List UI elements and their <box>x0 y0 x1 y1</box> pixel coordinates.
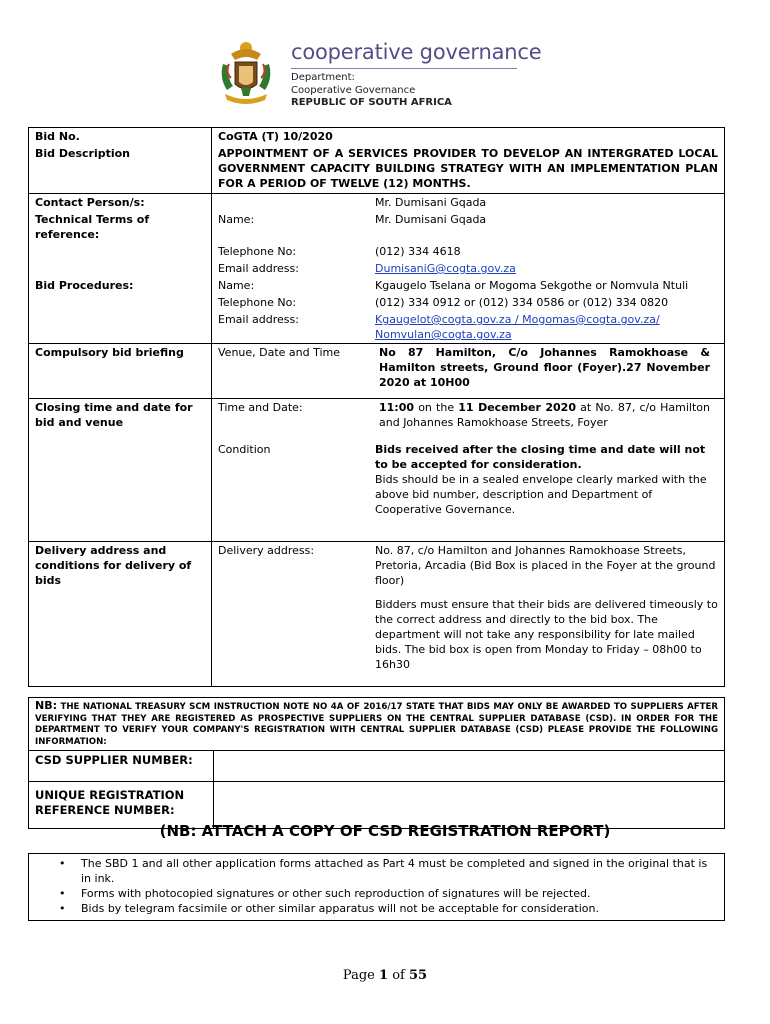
proc-email-link[interactable]: Nomvulan@cogta.gov.za <box>375 328 512 341</box>
bid-info-table <box>28 127 725 687</box>
condition-text: Bids should be in a sealed envelope clearly marked with the above bid number, description and Department of Cooperative Governance. <box>375 473 707 516</box>
proc-name-value: Kgaugelo Tselana or Mogoma Sekgothe or Nomvula Ntuli <box>369 277 725 294</box>
bid-description-value: APPOINTMENT OF A SERVICES PROVIDER TO DEVELOP AN INTERGRATED LOCAL GOVERNMENT CAPACITY BUILDING STRATEGY WITH AN IMPLEMENTATION PLAN FOR A PERIOD OF TWELVE (12) MONTHS. <box>212 145 725 194</box>
technical-terms-label: Technical Terms of reference: <box>29 211 212 243</box>
tech-name-value: Mr. Dumisani Gqada <box>369 211 725 243</box>
csd-table <box>28 697 725 829</box>
page-number: 1 <box>379 968 389 983</box>
briefing-value: No 87 Hamilton, C/o Johannes Ramokhoase & Hamilton streets, Ground floor (Foyer).27 November 2020 at 10H00 <box>369 344 725 399</box>
closing-venue: at No. 87, c/o Hamilton and Johannes Ramokhoase Streets, Foyer <box>379 401 710 429</box>
tech-email-link[interactable]: DumisaniG@cogta.gov.za <box>375 262 516 275</box>
page-total: 55 <box>408 968 428 983</box>
bid-description-label: Bid Description <box>29 145 212 194</box>
condition-label: Condition <box>212 441 370 542</box>
bid-no-label: Bid No. <box>29 128 212 146</box>
coat-of-arms-icon <box>211 38 281 110</box>
proc-telephone-value: (012) 334 0912 or (012) 334 0586 or (012) 334 0820 <box>369 294 725 311</box>
tech-telephone-value: (012) 334 4618 <box>369 243 725 260</box>
letterhead <box>205 34 545 114</box>
briefing-label: Compulsory bid briefing <box>29 344 212 399</box>
dept-line: REPUBLIC OF SOUTH AFRICA <box>291 97 452 108</box>
closing-sub-label: Time and Date: <box>212 399 370 442</box>
briefing-sub-label: Venue, Date and Time <box>218 346 341 359</box>
closing-date: 11 December 2020 <box>458 401 576 414</box>
bid-procedures-label: Bid Procedures: <box>29 277 212 294</box>
delivery-sub-label: Delivery address: <box>218 544 315 557</box>
closing-time: 11:00 <box>379 401 415 414</box>
csd-supplier-number-label: CSD SUPPLIER NUMBER: <box>29 751 214 782</box>
tech-name-label: Name: <box>218 213 255 226</box>
proc-email-label: Email address: <box>212 311 370 344</box>
list-item: • The SBD 1 and all other application forms attached as Part 4 must be completed and signed in the original that is in ink. <box>29 856 724 886</box>
page-word: Page <box>342 968 375 983</box>
nb-text: THE NATIONAL TREASURY SCM INSTRUCTION NOTE NO 4A OF 2016/17 STATE THAT BIDS MAY ONLY BE AWARDED TO SUPPLIERS AFTER VERIFYING THAT THEY ARE REGISTERED AS PROSPECTIVE SUPPLIERS ON THE CENTRAL SUPPLIER DATABASE (CSD). IN ORDER FOR THE DEPARTMENT TO VERIFY YOUR COMPANY'S REGISTRATION WITH CENTRAL SUPPLIER DATABASE (CSD) PLEASE PROVIDE THE FOLLOWING INFORMATION: <box>35 702 718 747</box>
nb-note <box>29 698 725 751</box>
closing-label: Closing time and date for bid and venue <box>29 399 212 442</box>
csd-supplier-number-field[interactable] <box>214 751 725 782</box>
tech-email-label: Email address: <box>218 262 299 275</box>
bid-no-value: CoGTA (T) 10/2020 <box>212 128 725 146</box>
delivery-note: Bidders must ensure that their bids are delivered timeously to the correct address and directly to the bid box. The department will not take any responsibility for late mailed bids. The bid box is open from Monday to Friday – 08h00 to 16h30 <box>369 589 725 687</box>
dept-line: Cooperative Governance <box>291 84 416 96</box>
tech-telephone-label: Telephone No: <box>218 245 297 258</box>
closing-on-text: on the <box>418 401 455 414</box>
unique-registration-label: UNIQUE REGISTRATION REFERENCE NUMBER: <box>29 782 214 829</box>
brand-name: cooperative governance <box>291 40 542 64</box>
closing-value <box>369 399 725 442</box>
delivery-value: No. 87, c/o Hamilton and Johannes Ramokhoase Streets, Pretoria, Arcadia (Bid Box is placed in the Foyer at the ground floor) <box>369 542 725 590</box>
condition-bold-text: Bids received after the closing time and date will not to be accepted for consideration. <box>375 443 706 471</box>
contact-value: Mr. Dumisani Gqada <box>369 194 725 212</box>
page-footer <box>0 968 770 983</box>
list-item: • Forms with photocopied signatures or other such reproduction of signatures will be rejected. <box>29 886 724 901</box>
nb-prefix: NB: <box>35 699 57 712</box>
proc-email-link[interactable]: Kgaugelot@cogta.gov.za / Mogomas@cogta.gov.za/ <box>375 313 660 326</box>
conditions-list <box>28 853 725 921</box>
dept-line: Department: <box>291 72 355 83</box>
proc-name-label: Name: <box>218 279 255 292</box>
attach-note: (NB: ATTACH A COPY OF CSD REGISTRATION REPORT) <box>159 822 611 840</box>
delivery-label: Delivery address and conditions for delivery of bids <box>29 542 212 590</box>
list-item: • Bids by telegram facsimile or other similar apparatus will not be acceptable for consideration. <box>29 901 724 916</box>
of-word: of <box>392 968 405 983</box>
department-lines <box>291 72 452 110</box>
contact-label: Contact Person/s: <box>29 194 212 212</box>
brand-divider <box>291 68 517 69</box>
proc-telephone-label: Telephone No: <box>218 296 297 309</box>
